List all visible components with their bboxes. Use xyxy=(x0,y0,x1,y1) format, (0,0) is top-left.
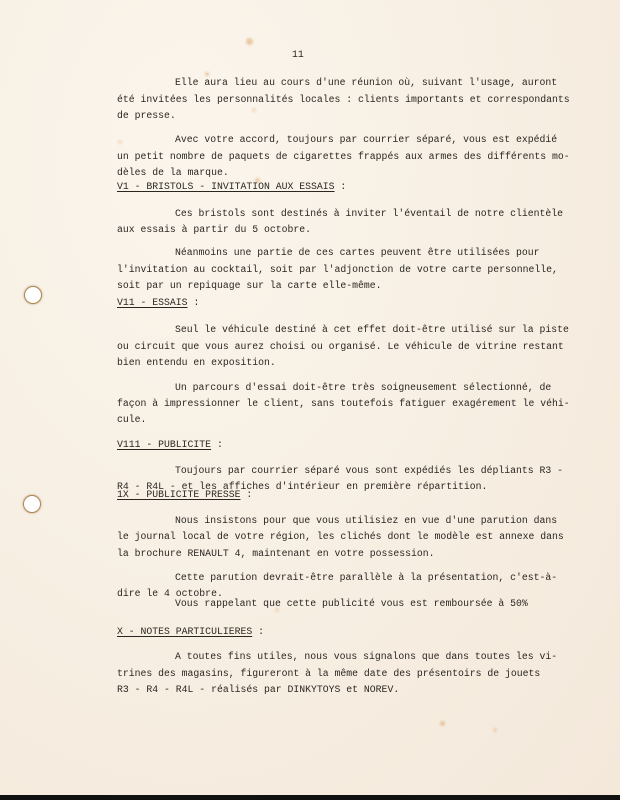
paragraph-line: Néanmoins une partie de ces cartes peuvent être utilisées pour xyxy=(175,247,540,258)
paragraph-line: ou circuit que vous aurez choisi ou organisé. Le véhicule de vitrine restant xyxy=(117,341,564,352)
paragraph-line: Toujours par courrier séparé vous sont expédiés les dépliants R3 - xyxy=(175,465,564,476)
section-heading-v1: V1 - BRISTOLS - INVITATION AUX ESSAIS : xyxy=(117,181,347,192)
stain xyxy=(118,140,122,144)
stain xyxy=(252,108,256,112)
punch-hole-top xyxy=(24,286,42,304)
stain xyxy=(493,728,497,732)
paragraph-line: dèles de la marque. xyxy=(117,167,229,178)
paragraph-line: Elle aura lieu au cours d'une réunion où, suivant l'usage, auront xyxy=(175,77,558,88)
paragraph-line: Seul le véhicule destiné à cet effet doit-être utilisé sur la piste xyxy=(175,324,569,335)
paragraph-line: été invitées les personnalités locales : clients importants et correspondants xyxy=(117,94,570,105)
paragraph-line: R3 - R4 - R4L - réalisés par DINKYTOYS et NOREV. xyxy=(117,684,400,695)
paragraph-line: Cette parution devrait-être parallèle à la présentation, c'est-à- xyxy=(175,572,558,583)
section-heading-v11: V11 - ESSAIS : xyxy=(117,297,200,308)
punch-hole-bottom xyxy=(23,495,41,513)
paragraph-line: Un parcours d'essai doit-être très soigneusement sélectionné, de xyxy=(175,382,552,393)
paragraph-line: soit par un repiquage sur la carte elle-même. xyxy=(117,280,382,291)
paragraph-line: R4 - R4L - et les affiches d'intérieur en première répartition. xyxy=(117,481,488,492)
section-heading-v111: V111 - PUBLICITE : xyxy=(117,439,223,450)
paragraph-line: la brochure RENAULT 4, maintenant en votre possession. xyxy=(117,548,435,559)
paragraph-line: Vous rappelant que cette publicité vous est remboursée à 50% xyxy=(175,598,528,609)
paragraph-line: cule. xyxy=(117,414,147,425)
paragraph-line: Nous insistons pour que vous utilisiez en vue d'une parution dans xyxy=(175,515,558,526)
paragraph-line: trines des magasins, figureront à la même date des présentoirs de jouets xyxy=(117,668,541,679)
page-number: 11 xyxy=(292,49,304,60)
paragraph-line: dire le 4 octobre. xyxy=(117,588,223,599)
section-heading-1x: 1X - PUBLICITE PRESSE : xyxy=(117,489,253,500)
paragraph-line: aux essais à partir du 5 octobre. xyxy=(117,224,312,235)
paragraph-line: un petit nombre de paquets de cigarettes frappés aux armes des différents mo- xyxy=(117,151,570,162)
paragraph-line: de presse. xyxy=(117,110,176,121)
paragraph-line: le journal local de votre région, les clichés dont le modèle est annexe dans xyxy=(117,531,564,542)
paragraph-line: bien entendu en exposition. xyxy=(117,357,276,368)
stain xyxy=(440,721,445,726)
stain xyxy=(205,72,209,76)
stain xyxy=(246,38,253,45)
section-heading-x: X - NOTES PARTICULIERES : xyxy=(117,626,264,637)
paragraph-line: façon à impressionner le client, sans toutefois fatiguer exagérement le véhi- xyxy=(117,398,570,409)
paragraph-line: l'invitation au cocktail, soit par l'adjonction de votre carte personnelle, xyxy=(117,264,558,275)
paragraph-line: A toutes fins utiles, nous vous signalons que dans toutes les vi- xyxy=(175,651,558,662)
paragraph-line: Avec votre accord, toujours par courrier séparé, vous est expédié xyxy=(175,134,558,145)
paragraph-line: Ces bristols sont destinés à inviter l'éventail de notre clientèle xyxy=(175,208,564,219)
